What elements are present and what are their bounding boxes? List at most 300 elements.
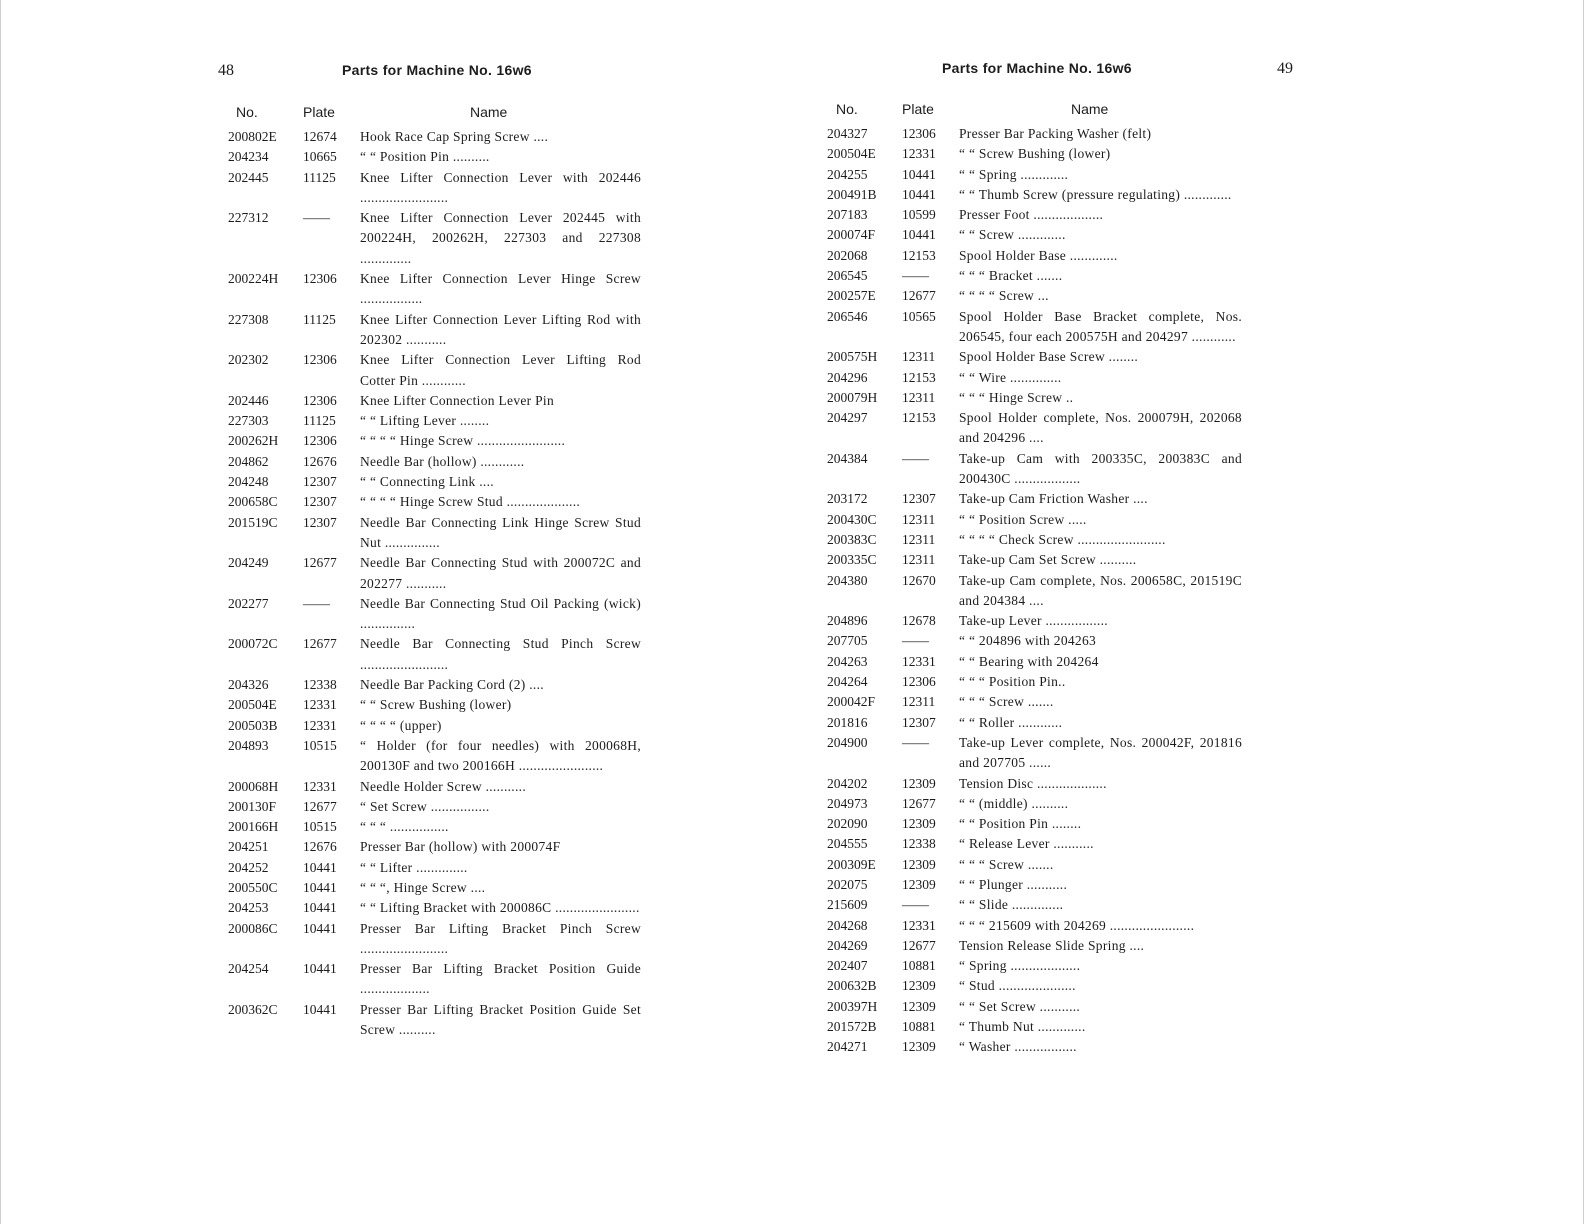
part-name: “ “ (middle) ..........	[959, 795, 1069, 811]
plate-number: 12309	[902, 1039, 936, 1055]
plate-number: 12306	[303, 392, 337, 408]
table-row	[228, 513, 641, 554]
plate-number: 12338	[303, 677, 337, 693]
part-number: 200224H	[228, 271, 279, 287]
plate-number: 12338	[902, 836, 936, 852]
part-number: 200130F	[228, 798, 277, 814]
plate-number: 12677	[303, 636, 337, 652]
part-number: 204555	[827, 836, 868, 852]
plate-number: 11125	[303, 169, 336, 185]
plate-number: 12678	[902, 613, 936, 629]
table-row	[827, 185, 1242, 205]
plate-number: ——	[902, 897, 929, 913]
plate-number: 12311	[902, 694, 936, 710]
table-row	[228, 269, 641, 310]
table-row	[228, 594, 641, 635]
plate-number: ——	[902, 450, 929, 466]
plate-number: 12311	[902, 552, 936, 568]
plate-number: 12311	[902, 349, 936, 365]
page-title-left: Parts for Machine No. 16w6	[342, 62, 532, 78]
table-row	[827, 489, 1242, 509]
column-header-name-left: Name	[470, 104, 508, 120]
part-name: Presser Bar Lifting Bracket Position Guide Set Screw ..........	[360, 1001, 641, 1038]
plate-number: 10881	[902, 958, 936, 974]
table-row	[228, 310, 641, 351]
table-row	[827, 205, 1242, 225]
table-row	[827, 408, 1242, 449]
part-number: 200166H	[228, 819, 279, 835]
table-row	[827, 1037, 1242, 1057]
part-name: “ “ Lifting Bracket with 200086C .......................	[360, 900, 640, 916]
part-number: 202407	[827, 958, 868, 974]
plate-number: 11125	[303, 311, 336, 327]
part-number: 204326	[228, 677, 269, 693]
table-row	[228, 716, 641, 736]
page-number-right: 49	[1277, 60, 1293, 77]
table-row	[228, 472, 641, 492]
part-name: “ “ “ “ (upper)	[360, 717, 442, 733]
plate-number: 10565	[902, 308, 936, 324]
table-row	[827, 997, 1242, 1017]
part-name: Presser Bar Packing Washer (felt)	[959, 126, 1152, 141]
table-row	[228, 817, 641, 837]
part-number: 206546	[827, 308, 868, 324]
part-name: “ “ “ “ Screw ...	[959, 288, 1049, 304]
page-number-left: 48	[218, 62, 234, 79]
table-row	[827, 652, 1242, 672]
plate-number: 12309	[902, 876, 936, 892]
part-number: 200658C	[228, 494, 278, 510]
plate-number: 12153	[902, 247, 936, 263]
plate-number: 12677	[902, 937, 936, 953]
plate-number: 12677	[902, 288, 936, 304]
part-name: Take-up Lever complete, Nos. 200042F, 201816 and 207705 ......	[959, 734, 1242, 771]
part-name: Needle Bar Connecting Link Hinge Screw Stud Nut ...............	[360, 514, 641, 550]
part-number: 204269	[827, 937, 868, 953]
part-name: Needle Bar (hollow) ............	[360, 453, 525, 469]
part-name: Take-up Cam Friction Washer ....	[959, 491, 1148, 507]
part-number: 204202	[827, 775, 868, 791]
plate-number: ——	[303, 595, 330, 611]
part-number: 201519C	[228, 514, 278, 530]
part-number: 202075	[827, 876, 868, 892]
plate-number: 12306	[303, 433, 337, 449]
plate-number: 12331	[902, 917, 936, 933]
part-number: 200068H	[228, 778, 279, 794]
part-number: 200072C	[228, 636, 278, 652]
plate-number: 12311	[902, 531, 936, 547]
plate-number: 10441	[902, 186, 936, 202]
part-number: 204893	[228, 737, 269, 753]
table-row	[228, 959, 641, 1000]
parts-table-left	[228, 127, 641, 1040]
part-name: Tension Release Slide Spring ....	[959, 937, 1145, 953]
part-number: 200335C	[827, 552, 877, 568]
table-row	[228, 777, 641, 797]
plate-number: 12331	[303, 778, 337, 794]
part-name: “ “ “ ................	[360, 819, 449, 835]
part-number: 200575H	[827, 349, 878, 365]
table-row	[228, 675, 641, 695]
plate-number: 10665	[303, 149, 337, 165]
table-row	[228, 919, 641, 960]
part-name: Needle Holder Screw ...........	[360, 778, 526, 794]
page-edge-left	[0, 0, 1, 1224]
part-name: “ “ Set Screw ...........	[959, 998, 1081, 1014]
part-name: Spool Holder Base Bracket complete, Nos. 206545, four each 200575H and 204297 ............	[959, 308, 1242, 344]
part-name: Needle Bar Connecting Stud Pinch Screw ........................	[360, 636, 641, 672]
plate-number: 10441	[303, 920, 337, 936]
part-number: 200550C	[228, 879, 278, 895]
table-row	[827, 388, 1242, 408]
part-name: Presser Bar (hollow) with 200074F	[360, 839, 561, 855]
plate-number: 12307	[303, 474, 337, 490]
table-row	[827, 266, 1242, 286]
plate-number: 10515	[303, 737, 337, 753]
table-row	[827, 713, 1242, 733]
plate-number: 12311	[902, 389, 936, 405]
part-name: “ Washer .................	[959, 1039, 1077, 1055]
plate-number: 12306	[902, 674, 936, 690]
part-number: 204255	[827, 166, 868, 182]
table-row	[228, 695, 641, 715]
plate-number: ——	[902, 633, 929, 649]
part-name: “ “ Screw .............	[959, 227, 1066, 243]
plate-number: 12676	[303, 839, 337, 855]
plate-number: 12307	[303, 494, 337, 510]
part-number: 207183	[827, 207, 868, 223]
part-number: 204973	[827, 795, 868, 811]
part-name: Take-up Cam complete, Nos. 200658C, 201519C and 204384 ....	[959, 572, 1242, 608]
part-number: 201816	[827, 714, 868, 730]
part-name: “ “ Lifting Lever ........	[360, 413, 490, 429]
table-row	[228, 127, 641, 147]
plate-number: 10441	[303, 961, 337, 977]
table-row	[827, 571, 1242, 612]
table-row	[827, 611, 1242, 631]
part-name: “ “ Slide ..............	[959, 897, 1064, 913]
part-number: 200074F	[827, 227, 876, 243]
plate-number: 10515	[303, 819, 337, 835]
part-number: 204264	[827, 674, 868, 690]
plate-number: 11125	[303, 413, 336, 429]
plate-number: 12331	[902, 653, 936, 669]
part-name: Spool Holder Base .............	[959, 247, 1118, 263]
part-number: 227312	[228, 210, 269, 226]
part-name: Knee Lifter Connection Lever Lifting Rod Cotter Pin ............	[360, 352, 641, 388]
part-number: 204896	[827, 613, 868, 629]
part-name: “ “ Connecting Link ....	[360, 474, 494, 490]
part-number: 204268	[827, 917, 868, 933]
plate-number: ——	[303, 210, 330, 226]
table-row	[228, 168, 641, 209]
plate-number: 12331	[303, 717, 337, 733]
table-row	[827, 530, 1242, 550]
plate-number: 12311	[902, 511, 936, 527]
part-number: 204296	[827, 369, 868, 385]
table-row	[228, 431, 641, 451]
table-row	[827, 672, 1242, 692]
plate-number: 12307	[303, 514, 337, 530]
plate-number: 10441	[902, 166, 936, 182]
part-name: Presser Bar Lifting Bracket Position Guide ...................	[360, 961, 641, 997]
plate-number: 10441	[303, 879, 337, 895]
table-row	[827, 368, 1242, 388]
part-name: “ Set Screw ................	[360, 798, 490, 814]
table-row	[228, 837, 641, 857]
part-name: Tension Disc ...................	[959, 775, 1107, 791]
part-number: 200491B	[827, 186, 877, 202]
part-name: “ “ Screw Bushing (lower)	[360, 697, 512, 713]
part-name: “ Holder (for four needles) with 200068H, 200130F and two 200166H .......................	[360, 737, 641, 774]
table-row	[228, 350, 641, 391]
part-number: 200257E	[827, 288, 876, 304]
plate-number: 10441	[303, 900, 337, 916]
part-number: 202446	[228, 392, 269, 408]
part-name: “ “ Roller ............	[959, 714, 1063, 730]
plate-number: 10441	[902, 227, 936, 243]
part-name: “ “ “ “ Hinge Screw Stud ....................	[360, 494, 581, 510]
plate-number: ——	[902, 268, 929, 284]
part-number: 204900	[827, 734, 868, 750]
table-row	[827, 1017, 1242, 1037]
part-number: 227308	[228, 311, 269, 327]
column-header-plate-right: Plate	[902, 101, 934, 117]
part-number: 202302	[228, 352, 269, 368]
part-number: 200430C	[827, 511, 877, 527]
table-row	[228, 411, 641, 431]
part-name: Take-up Cam Set Screw ..........	[959, 552, 1137, 568]
column-header-no-left: No.	[236, 104, 258, 120]
part-name: “ “ Screw Bushing (lower)	[959, 146, 1111, 162]
part-number: 204380	[827, 572, 868, 588]
plate-number: 12331	[303, 697, 337, 713]
table-row	[827, 631, 1242, 651]
part-number: 200362C	[228, 1001, 278, 1017]
table-row	[827, 692, 1242, 712]
table-row	[827, 875, 1242, 895]
table-row	[827, 124, 1242, 144]
part-number: 204251	[228, 839, 269, 855]
part-name: Spool Holder complete, Nos. 200079H, 202068 and 204296 ....	[959, 410, 1242, 446]
plate-number: 10441	[303, 1001, 337, 1017]
plate-number: 12670	[902, 572, 936, 588]
column-header-plate-left: Plate	[303, 104, 335, 120]
part-name: Knee Lifter Connection Lever Lifting Rod with 202302 ...........	[360, 311, 641, 347]
table-row	[827, 449, 1242, 490]
part-name: Presser Bar Lifting Bracket Pinch Screw ........................	[360, 920, 641, 956]
table-row	[228, 634, 641, 675]
part-number: 207705	[827, 633, 868, 649]
part-number: 204248	[228, 474, 269, 490]
plate-number: 12309	[902, 978, 936, 994]
table-row	[827, 286, 1242, 306]
parts-table-right	[827, 124, 1242, 1058]
plate-number: 12307	[902, 714, 936, 730]
part-name: Knee Lifter Connection Lever with 202446 ........................	[360, 169, 641, 205]
plate-number: 12331	[902, 146, 936, 162]
table-row	[228, 878, 641, 898]
table-row	[827, 550, 1242, 570]
plate-number: 12676	[303, 453, 337, 469]
table-row	[228, 452, 641, 472]
part-number: 204263	[827, 653, 868, 669]
plate-number: 12677	[303, 555, 337, 571]
part-name: Knee Lifter Connection Lever Pin	[360, 392, 555, 408]
table-row	[228, 492, 641, 512]
part-number: 200802E	[228, 129, 277, 144]
part-name: “ “ Thumb Screw (pressure regulating) .............	[959, 186, 1232, 202]
plate-number: ——	[902, 734, 929, 750]
part-name: Needle Bar Connecting Stud Oil Packing (wick) ...............	[360, 595, 641, 632]
part-name: “ “ “ Hinge Screw ..	[959, 389, 1074, 405]
table-row	[827, 144, 1242, 164]
part-number: 200309E	[827, 856, 876, 872]
part-name: “ “ Plunger ...........	[959, 876, 1068, 892]
part-name: “ “ “ “ Hinge Screw ........................	[360, 433, 566, 449]
plate-number: 10441	[303, 859, 337, 875]
part-number: 202068	[827, 247, 868, 263]
table-row	[827, 307, 1242, 348]
part-number: 200086C	[228, 920, 278, 936]
part-number: 204327	[827, 126, 868, 141]
part-name: Spool Holder Base Screw ........	[959, 349, 1139, 365]
part-number: 206545	[827, 268, 868, 284]
part-number: 204271	[827, 1039, 868, 1055]
plate-number: 12306	[303, 352, 337, 368]
table-row	[827, 956, 1242, 976]
table-row	[827, 976, 1242, 996]
part-number: 200079H	[827, 389, 878, 405]
table-row	[228, 797, 641, 817]
plate-number: 12153	[902, 410, 936, 426]
table-row	[827, 225, 1242, 245]
table-row	[827, 916, 1242, 936]
part-name: “ “ “ “ Check Screw ........................	[959, 531, 1166, 547]
part-number: 204254	[228, 961, 269, 977]
part-number: 204297	[827, 410, 868, 426]
plate-number: 12306	[303, 271, 337, 287]
part-name: “ “ “ Screw .......	[959, 694, 1054, 710]
table-row	[827, 834, 1242, 854]
part-number: 200504E	[827, 146, 876, 162]
table-row	[827, 814, 1242, 834]
plate-number: 12307	[902, 491, 936, 507]
table-row	[827, 510, 1242, 530]
part-name: “ “ “, Hinge Screw ....	[360, 879, 486, 895]
page-title-right: Parts for Machine No. 16w6	[942, 60, 1132, 76]
part-name: “ “ Position Pin ..........	[360, 149, 490, 165]
part-name: Knee Lifter Connection Lever 202445 with 200224H, 200262H, 227303 and 227308 ..............	[360, 210, 641, 266]
plate-number: 10881	[902, 1019, 936, 1035]
part-number: 200503B	[228, 717, 278, 733]
part-name: “ “ “ Bracket .......	[959, 268, 1063, 284]
plate-number: 12677	[303, 798, 337, 814]
part-name: “ Release Lever ...........	[959, 836, 1094, 852]
part-name: Presser Foot ...................	[959, 207, 1104, 223]
part-name: “ Stud .....................	[959, 978, 1076, 994]
part-number: 200042F	[827, 694, 876, 710]
table-row	[228, 736, 641, 777]
part-name: “ “ Lifter ..............	[360, 859, 468, 875]
part-name: Hook Race Cap Spring Screw ....	[360, 129, 549, 144]
part-name: Take-up Cam with 200335C, 200383C and 200430C ..................	[959, 450, 1242, 487]
table-row	[228, 147, 641, 167]
table-row	[827, 895, 1242, 915]
part-number: 202277	[228, 595, 269, 611]
part-name: “ “ Spring .............	[959, 166, 1069, 182]
part-name: Needle Bar Connecting Stud with 200072C and 202277 ...........	[360, 555, 641, 591]
part-name: “ “ Wire ..............	[959, 369, 1062, 385]
table-row	[827, 733, 1242, 774]
part-number: 200397H	[827, 998, 878, 1014]
part-number: 204862	[228, 453, 269, 469]
plate-number: 12674	[303, 129, 337, 144]
part-number: 204252	[228, 859, 269, 875]
plate-number: 12153	[902, 369, 936, 385]
part-name: “ “ “ Position Pin..	[959, 674, 1066, 690]
table-row	[827, 855, 1242, 875]
table-row	[827, 347, 1242, 367]
table-row	[228, 391, 641, 411]
table-row	[827, 165, 1242, 185]
part-name: “ “ Position Screw .....	[959, 511, 1087, 527]
table-row	[827, 246, 1242, 266]
table-row	[228, 1000, 641, 1041]
column-header-no-right: No.	[836, 101, 858, 117]
part-number: 204249	[228, 555, 269, 571]
part-number: 204234	[228, 149, 269, 165]
part-name: “ “ Position Pin ........	[959, 816, 1082, 832]
part-name: Take-up Lever .................	[959, 613, 1108, 629]
part-number: 200383C	[827, 531, 877, 547]
table-row	[827, 774, 1242, 794]
part-number: 227303	[228, 413, 269, 429]
part-number: 202445	[228, 169, 269, 185]
part-number: 200262H	[228, 433, 279, 449]
table-row	[827, 936, 1242, 956]
table-row	[228, 858, 641, 878]
part-name: “ “ “ Screw .......	[959, 856, 1054, 872]
part-name: “ Spring ...................	[959, 958, 1081, 974]
part-number: 200504E	[228, 697, 277, 713]
part-name: “ “ “ 215609 with 204269 .......................	[959, 917, 1195, 933]
plate-number: 12306	[902, 126, 936, 141]
column-header-name-right: Name	[1071, 101, 1109, 117]
plate-number: 12309	[902, 856, 936, 872]
part-number: 203172	[827, 491, 868, 507]
table-row	[228, 208, 641, 269]
plate-number: 10599	[902, 207, 936, 223]
part-name: “ Thumb Nut .............	[959, 1019, 1086, 1035]
part-name: “ “ 204896 with 204263	[959, 633, 1097, 649]
table-row	[228, 898, 641, 918]
part-number: 215609	[827, 897, 868, 913]
part-name: Needle Bar Packing Cord (2) ....	[360, 677, 544, 693]
part-name: Knee Lifter Connection Lever Hinge Screw .................	[360, 271, 641, 307]
part-number: 201572B	[827, 1019, 877, 1035]
plate-number: 12309	[902, 998, 936, 1014]
table-row	[228, 553, 641, 594]
part-number: 204253	[228, 900, 269, 916]
part-number: 204384	[827, 450, 868, 466]
part-name: “ “ Bearing with 204264	[959, 653, 1099, 669]
part-number: 202090	[827, 816, 868, 832]
plate-number: 12309	[902, 775, 936, 791]
part-number: 200632B	[827, 978, 877, 994]
plate-number: 12677	[902, 795, 936, 811]
table-row	[827, 794, 1242, 814]
